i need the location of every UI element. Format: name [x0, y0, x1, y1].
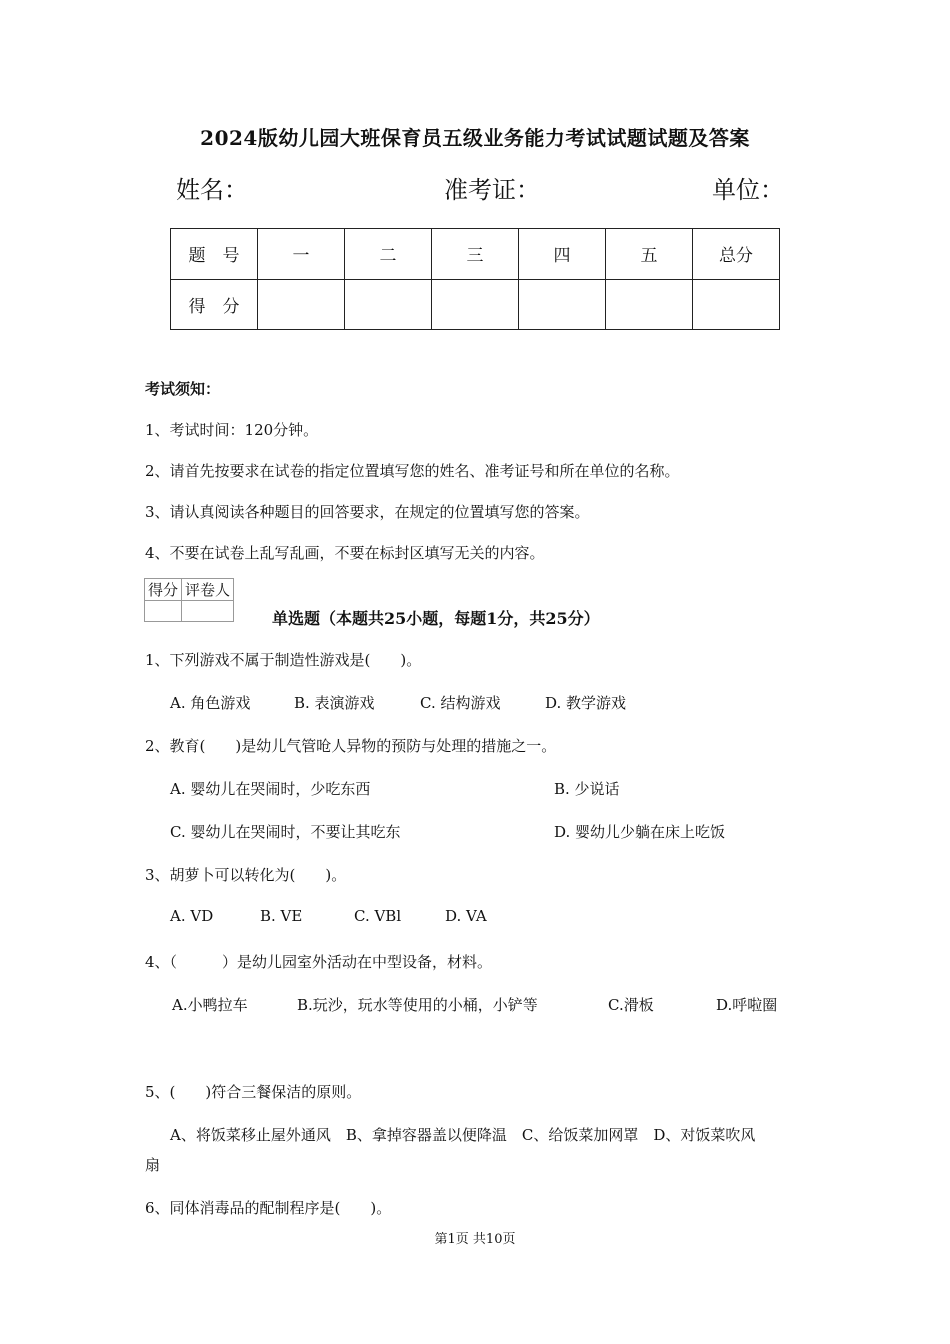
option: D. VA: [445, 907, 487, 925]
grader-box-score-label: 得分: [145, 579, 182, 601]
exam-id-field-label: 准考证：: [444, 176, 540, 204]
score-cell: [693, 279, 780, 330]
option: A. VD: [170, 907, 214, 925]
score-header-cell: 二: [345, 229, 432, 280]
question-stem: 5、( )符合三餐保洁的原则。: [145, 1083, 362, 1101]
question-stem: 1、下列游戏不属于制造性游戏是( )。: [145, 651, 422, 669]
option-line-wrap: 扇: [145, 1156, 161, 1174]
option: D. 教学游戏: [545, 694, 627, 712]
option: C. VBl: [354, 907, 402, 925]
page-footer: 第1页 共10页: [434, 1232, 516, 1247]
option: C.滑板: [608, 996, 654, 1014]
score-table: [170, 228, 780, 330]
grader-box-grader-cell: [182, 601, 234, 622]
option: A. 婴幼儿在哭闹时，少吃东西: [170, 780, 371, 798]
score-row-label: 得 分: [171, 279, 258, 330]
notice-item: 2、请首先按要求在试卷的指定位置填写您的姓名、准考证号和所在单位的名称。: [145, 462, 680, 480]
option: D.呼啦圈: [716, 996, 778, 1014]
notice-item: 4、不要在试卷上乱写乱画，不要在标封区填写无关的内容。: [145, 544, 545, 562]
score-table-header-row: [171, 229, 780, 280]
score-cell: [606, 279, 693, 330]
option: B.玩沙，玩水等使用的小桶，小铲等: [297, 996, 538, 1014]
section-title: 单选题（本题共25小题，每题1分，共25分）: [272, 609, 600, 628]
option: A.小鸭拉车: [172, 996, 248, 1014]
option: D. 婴幼儿少躺在床上吃饭: [554, 823, 726, 841]
score-header-cell: 四: [519, 229, 606, 280]
question-stem: 3、胡萝卜可以转化为( )。: [145, 866, 347, 884]
notice-heading: 考试须知：: [145, 380, 221, 398]
score-header-cell: 五: [606, 229, 693, 280]
name-field-label: 姓名：: [176, 176, 248, 204]
grader-box-grader-label: 评卷人: [182, 579, 234, 601]
option: B. 少说话: [554, 780, 620, 798]
grader-box-score-cell: [145, 601, 182, 622]
score-cell: [345, 279, 432, 330]
page-title: 2024版幼儿园大班保育员五级业务能力考试试题试题及答案: [200, 126, 750, 150]
score-header-cell: 一: [258, 229, 345, 280]
option: B. VE: [260, 907, 303, 925]
question-stem: 6、同体消毒品的配制程序是( )。: [145, 1199, 392, 1217]
option: C. 结构游戏: [420, 694, 501, 712]
score-cell: [519, 279, 606, 330]
unit-field-label: 单位：: [712, 176, 784, 204]
question-stem: 2、教育( )是幼儿气管呛人异物的预防与处理的措施之一。: [145, 737, 557, 755]
option: C. 婴幼儿在哭闹时，不要让其吃东: [170, 823, 401, 841]
score-header-cell: 三: [432, 229, 519, 280]
score-table-score-row: [171, 279, 780, 330]
option-line: A、将饭菜移止屋外通风 B、拿掉容器盖以便降温 C、给饭菜加网罩 D、对饭菜吹风: [170, 1126, 756, 1144]
score-cell: [432, 279, 519, 330]
option: B. 表演游戏: [294, 694, 375, 712]
grader-box: [144, 578, 234, 622]
notice-item: 3、请认真阅读各种题目的回答要求，在规定的位置填写您的答案。: [145, 503, 590, 521]
score-cell: [258, 279, 345, 330]
notice-item: 1、考试时间：120分钟。: [145, 421, 319, 439]
score-header-cell: 总分: [693, 229, 780, 280]
option: A. 角色游戏: [170, 694, 251, 712]
score-header-cell: 题 号: [171, 229, 258, 280]
question-stem: 4、（ ）是幼儿园室外活动在中型设备，材料。: [145, 953, 493, 971]
